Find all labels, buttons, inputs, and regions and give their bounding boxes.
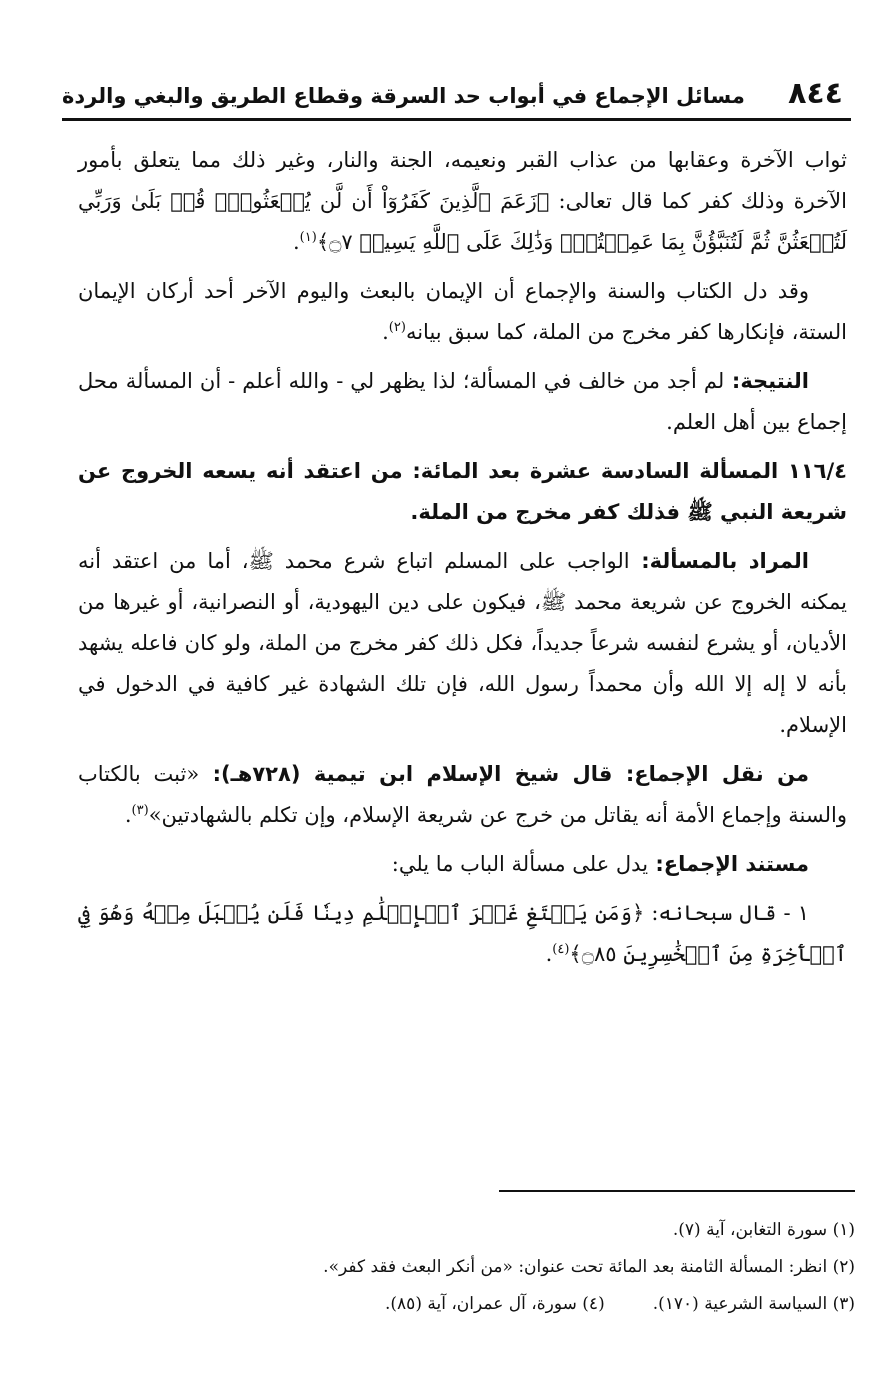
footnote-3: (٣) السياسة الشرعية (١٧٠). <box>652 1294 855 1314</box>
paragraph-meaning: المراد بالمسألة: الواجب على المسلم اتباع شرع محمد ﷺ، أما من اعتقد أنه يمكنه الخروج عن شريعة محمد ﷺ، فيكون على دين اليهودية، أو النصرانية، أو غيرها من الأديان، أو يشرع لنفسه شرعاً جديداً، فكل ذلك كفر مخرج من الملة، ولو كان فاعله يشهد بأنه لا إله إلا الله وأن محمداً رسول الله، فإن تلك الشهادة غير كافية في الدخول في الإسلام. <box>78 549 847 737</box>
paragraph-consensus-transmission: من نقل الإجماع: قال شيخ الإسلام ابن تيمية (٧٢٨هـ): «ثبت بالكتاب والسنة وإجماع الأمة أنه يقاتل من خرج عن شريعة الإسلام، وإن تكلم بالشهادتين»$^{(٣)}$. <box>78 762 847 827</box>
paragraph-afterlife: ثواب الآخرة وعقابها من عذاب القبر ونعيمه، الجنة والنار، وغير ذلك مما يتعلق بأمور الآخرة وذلك كفر كما قال تعالى: ﴿زَعَمَ ٱلَّذِينَ كَفَرُوٓاْ أَن لَّن يُبۡعَثُواْۚ قُلۡ بَلَىٰ وَرَبِّي لَتُبۡعَثُنَّ ثُمَّ لَتُنَبَّؤُنَّ بِمَا عَمِلۡتُمۡۚ وَذَٰلِكَ عَلَى ٱللَّهِ يَسِيرٞ ۝٧﴾$^{(١)}$. <box>78 148 847 254</box>
paragraph-evidence: وقد دل الكتاب والسنة والإجماع أن الإيمان بالبعث واليوم الآخر أحد أركان الإيمان الستة، فإنكارها كفر مخرج من الملة، كما سبق بيانه$^{(٢)}$. <box>78 279 847 344</box>
page-number: ٨٤٤ <box>788 76 843 111</box>
footnote-ref: (١) <box>299 230 317 245</box>
meaning-label: المراد بالمسألة: <box>629 549 809 573</box>
footnote-1: (١) سورة التغابن، آية (٧). <box>672 1220 855 1240</box>
paragraph-evidence-1: ١ - قال سبحانه: ﴿وَمَن يَبۡتَغِ غَيۡرَ ٱلۡإِسۡلَٰمِ دِينٗا فَلَن يُقۡبَلَ مِنۡهُ وَهُوَ فِي ٱلۡأٓخِرَةِ مِنَ ٱلۡخَٰسِرِينَ ۝٨٥﴾$^{(٤)}$. <box>78 901 847 966</box>
footnote-2: (٢) انظر: المسألة الثامنة بعد المائة تحت عنوان: «من أنكر البعث فقد كفر». <box>323 1257 855 1277</box>
footnotes <box>80 1212 855 1323</box>
page-header <box>62 72 851 121</box>
quran-verse: ﴿زَعَمَ ٱلَّذِينَ كَفَرُوٓاْ أَن لَّن يُبۡعَثُواْۚ قُلۡ بَلَىٰ وَرَبِّي لَتُبۡعَثُنَّ ثُمَّ لَتُنَبَّؤُنَّ بِمَا عَمِلۡتُمۡۚ وَذَٰلِكَ عَلَى ٱللَّهِ يَسِيرٞ ۝٧﴾ <box>78 189 847 254</box>
footnote-ref: (٢) <box>388 320 406 335</box>
issue-heading: ١١٦/٤ المسألة السادسة عشرة بعد المائة: من اعتقد أنه يسعه الخروج عن شريعة النبي ﷺ فذلك كفر مخرج من الملة. <box>78 459 847 524</box>
paragraph-basis: مستند الإجماع: يدل على مسألة الباب ما يلي: <box>391 852 809 876</box>
result-label: النتيجة: <box>724 369 809 393</box>
footnote-row <box>80 1286 855 1323</box>
footnote-ref: (٣) <box>131 803 149 818</box>
running-title: مسائل الإجماع في أبواب حد السرقة وقطاع الطريق والبغي والردة <box>62 84 745 108</box>
main-text <box>78 140 847 983</box>
footnote-4: (٤) سورة، آل عمران، آية (٨٥). <box>385 1294 605 1314</box>
quran-verse: ﴿وَمَن يَبۡتَغِ غَيۡرَ ٱلۡإِسۡلَٰمِ دِينٗا فَلَن يُقۡبَلَ مِنۡهُ وَهُوَ فِي ٱلۡأٓخِرَةِ مِنَ ٱلۡخَٰسِرِينَ ۝٨٥﴾ <box>78 901 847 966</box>
transmission-label: من نقل الإجماع: قال شيخ الإسلام ابن تيمية (٧٢٨هـ): <box>199 762 809 786</box>
paragraph-result: النتيجة: لم أجد من خالف في المسألة؛ لذا يظهر لي - والله أعلم - أن المسألة محل إجماع بين أهل العلم. <box>78 369 847 434</box>
footnote-ref: (٤) <box>552 942 570 957</box>
basis-label: مستند الإجماع: <box>648 852 809 876</box>
footnote-divider <box>499 1190 855 1192</box>
